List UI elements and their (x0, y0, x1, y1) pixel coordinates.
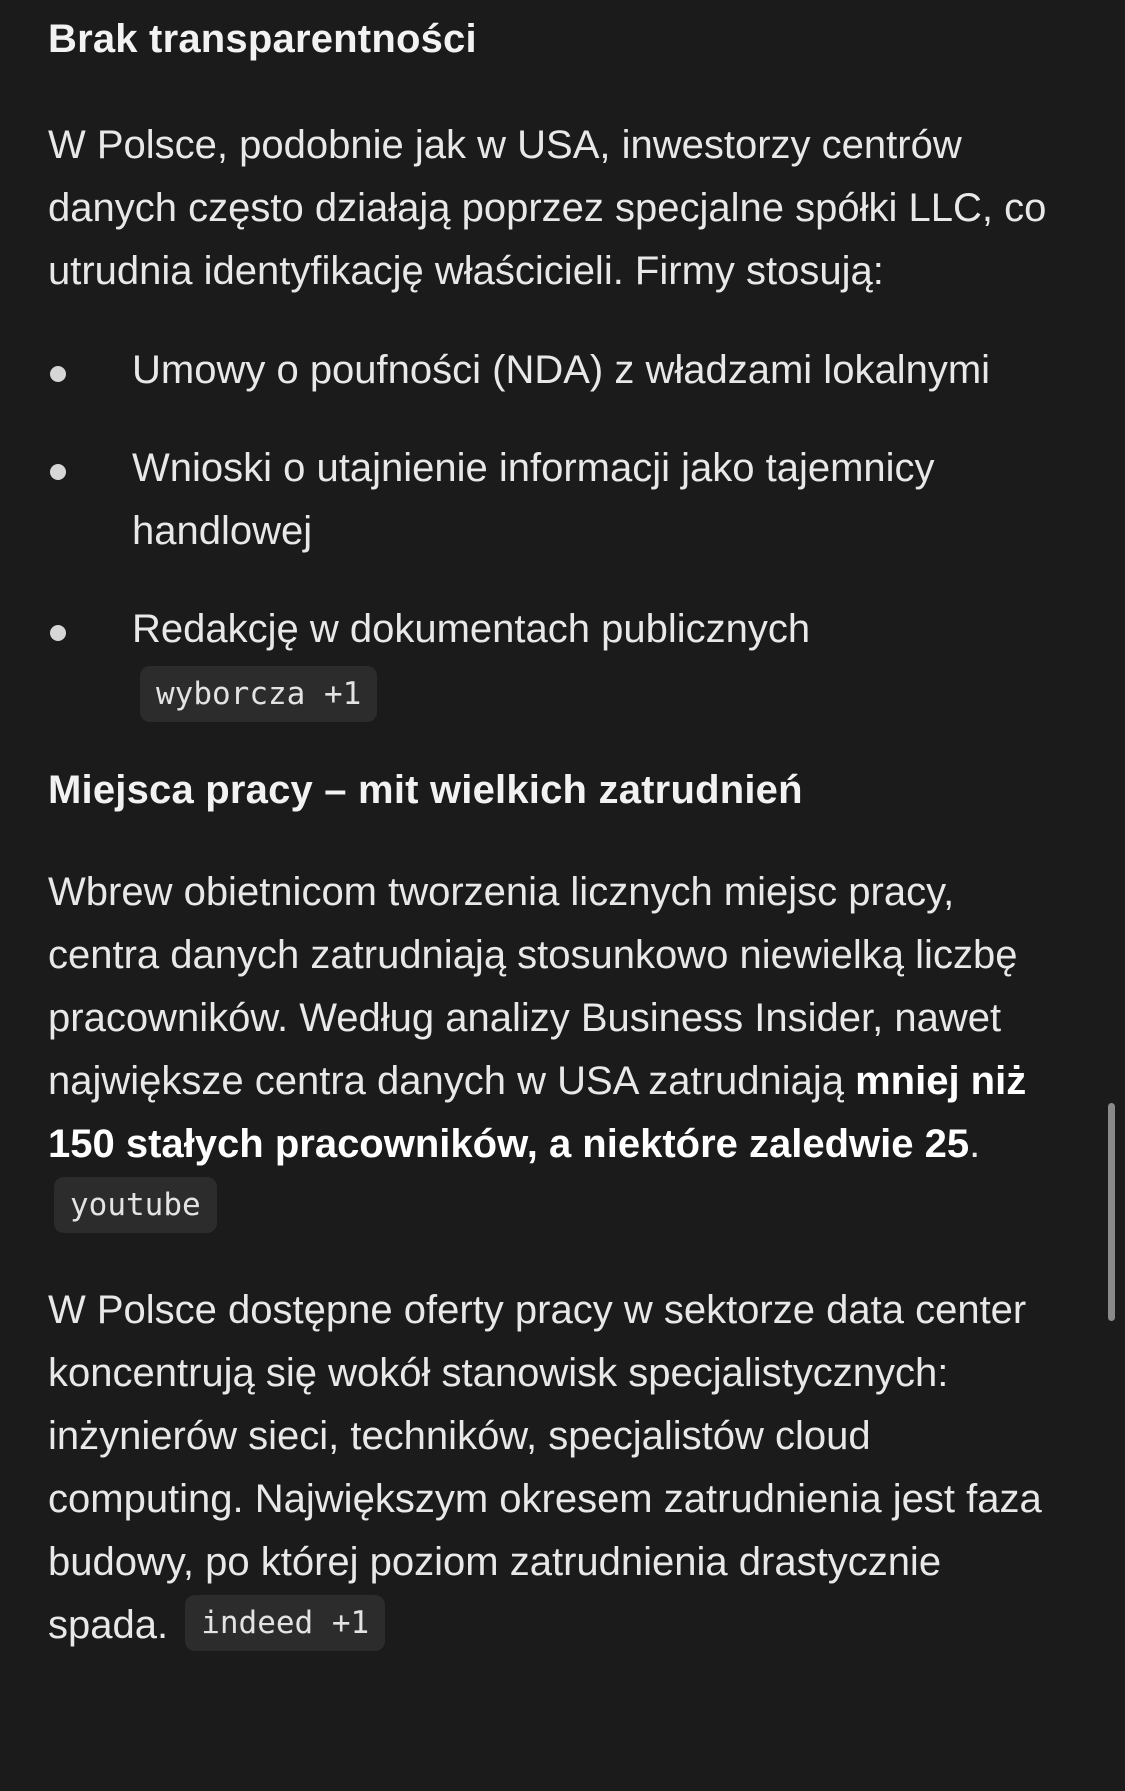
bullet-icon (50, 366, 66, 382)
article-content (48, 0, 1058, 1657)
bullet-icon (50, 464, 66, 480)
citation-chip-wyborcza[interactable]: wyborcza +1 (140, 666, 377, 722)
paragraph-jobs-1 (48, 861, 1058, 1239)
bold-text: mniej niż 150 stałych pracowników, a niektóre zaledwie 25 (48, 1059, 1027, 1166)
bullet-icon (50, 625, 66, 641)
paragraph-jobs-2 (48, 1279, 1058, 1657)
list-item-text: Wnioski o utajnienie informacji jako tajemnicy handlowej (132, 446, 935, 553)
section-heading-jobs: Miejsca pracy – mit wielkich zatrudnień (48, 768, 803, 812)
citation-chip-youtube[interactable]: youtube (54, 1177, 217, 1233)
paragraph-end: . (969, 1122, 981, 1166)
list-item-text: Redakcję w dokumentach publicznych (132, 607, 811, 651)
paragraph-text: Wbrew obietnicom tworzenia licznych miejsc pracy, centra danych zatrudniają stosunkowo niewielką liczbę pracowników. Według analizy Business Insider, nawet największe centra danych w USA zatrudniają (48, 870, 1018, 1103)
paragraph-text: W Polsce dostępne oferty pracy w sektorze data center koncentrują się wokół stanowisk specjalistycznych: inżynierów sieci, techników, specjalistów cloud computing. Największym okresem zatrudnienia jest faza budowy, po której poziom zatrudnienia drastycznie spada. (48, 1288, 1042, 1647)
list-item (48, 437, 1058, 563)
list-item-text: Umowy o poufności (NDA) z władzami lokalnymi (132, 348, 991, 392)
citation-chip-indeed[interactable]: indeed +1 (185, 1595, 385, 1651)
list-item (48, 598, 1058, 724)
list-item (48, 339, 1058, 402)
paragraph-transparency: W Polsce, podobnie jak w USA, inwestorzy centrów danych często działają poprzez specjalne spółki LLC, co utrudnia identyfikację właścicieli. Firmy stosują: (48, 123, 1047, 293)
section-heading-transparency: Brak transparentności (48, 17, 477, 61)
scrollbar-thumb[interactable] (1108, 1103, 1115, 1321)
bullet-list (48, 339, 1058, 724)
